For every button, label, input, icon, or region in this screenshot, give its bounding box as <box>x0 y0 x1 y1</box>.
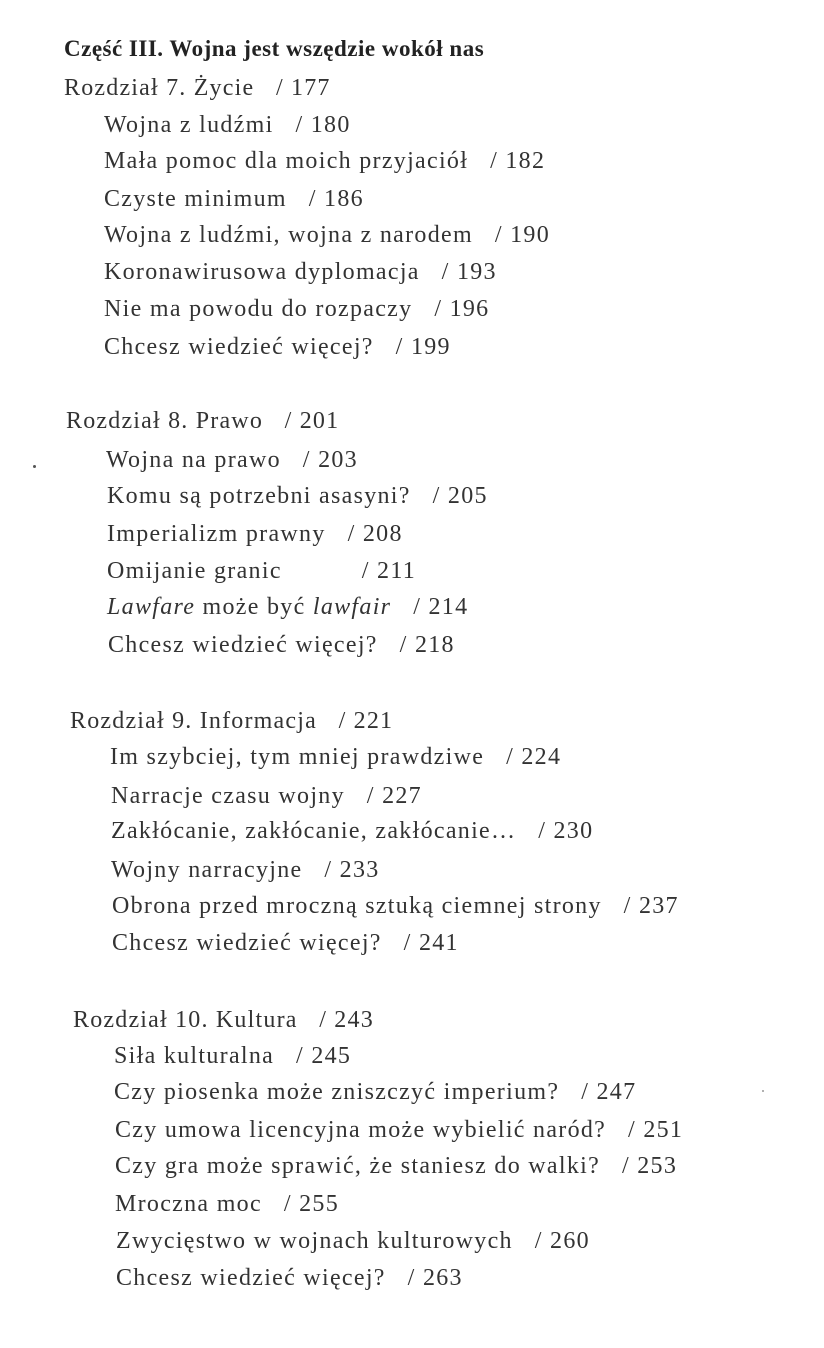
entry-title: Komu są potrzebni asasyni? <box>107 483 411 509</box>
entry-page: / 237 <box>623 893 679 919</box>
entry-page: / 203 <box>302 447 358 473</box>
entry-title: Im szybciej, tym mniej prawdziwe <box>110 744 485 770</box>
chapter-page: / 177 <box>275 75 331 101</box>
toc-entry <box>107 521 403 548</box>
toc-entry <box>104 222 550 249</box>
entry-title: Chcesz wiedzieć więcej? <box>112 930 382 956</box>
entry-title: Czyste minimum <box>104 186 287 212</box>
entry-title: Narracje czasu wojny <box>111 783 345 809</box>
entry-page: / 214 <box>413 594 469 620</box>
entry-title: Wojna z ludźmi <box>104 112 274 138</box>
chapter-title: Rozdział 10. Kultura <box>73 1007 298 1033</box>
scan-speck <box>33 465 36 468</box>
chapter-title: Rozdział 7. Życie <box>64 75 255 101</box>
toc-entry <box>111 857 380 884</box>
toc-entry <box>107 558 416 585</box>
entry-title: Obrona przed mroczną sztuką ciemnej strony <box>112 893 602 919</box>
toc-entry <box>104 296 489 323</box>
entry-title-mid: może być <box>195 594 313 620</box>
toc-entry <box>116 1228 590 1255</box>
toc-entry <box>112 930 459 957</box>
toc-entry <box>108 632 455 659</box>
entry-title: Zwycięstwo w wojnach kulturowych <box>116 1228 513 1254</box>
entry-title: Siła kulturalna <box>114 1043 275 1069</box>
part-title: Część III. Wojna jest wszędzie wokół nas <box>64 36 485 61</box>
toc-entry <box>115 1191 339 1218</box>
toc-entry <box>110 744 561 771</box>
chapter-9-heading <box>70 708 393 735</box>
entry-title: Wojny narracyjne <box>111 857 303 883</box>
entry-page: / 241 <box>403 930 459 956</box>
chapter-8-heading <box>66 408 339 435</box>
chapter-page: / 243 <box>319 1007 374 1033</box>
entry-title: Czy umowa licencyjna może wybielić naród? <box>115 1117 607 1143</box>
entry-page: / 227 <box>366 783 422 809</box>
toc-entry <box>104 112 351 139</box>
scan-speck <box>762 1090 764 1092</box>
entry-page: / 190 <box>494 222 551 248</box>
toc-entry <box>104 148 545 175</box>
entry-title: Koronawirusowa dyplomacja <box>104 259 420 285</box>
entry-title: Wojna na prawo <box>106 447 281 473</box>
toc-entry <box>115 1117 683 1144</box>
entry-page: / 247 <box>581 1079 637 1105</box>
entry-page: / 255 <box>283 1191 339 1217</box>
entry-title: Mroczna moc <box>115 1191 262 1217</box>
toc-entry <box>111 783 422 810</box>
toc-entry <box>115 1153 677 1180</box>
entry-title-italic-lawfair: lawfair <box>312 594 392 620</box>
entry-page: / 253 <box>621 1153 678 1179</box>
entry-title: Zakłócanie, zakłócanie, zakłócanie… <box>111 818 517 844</box>
entry-title: Omijanie granic <box>107 558 282 584</box>
entry-title: Chcesz wiedzieć więcej? <box>116 1265 386 1291</box>
toc-entry <box>112 893 679 920</box>
entry-page: / 199 <box>395 334 451 360</box>
toc-entry <box>116 1265 463 1292</box>
toc-entry <box>106 447 358 474</box>
entry-title: Chcesz wiedzieć więcej? <box>108 632 378 658</box>
entry-page: / 186 <box>308 186 364 212</box>
toc-entry <box>114 1043 351 1070</box>
chapter-10-heading <box>73 1007 374 1034</box>
entry-title: Wojna z ludźmi, wojna z narodem <box>104 222 473 248</box>
entry-page: / 263 <box>407 1265 463 1291</box>
entry-title: Mała pomoc dla moich przyjaciół <box>104 148 469 174</box>
entry-page: / 205 <box>432 483 488 509</box>
entry-page: / 245 <box>296 1043 352 1069</box>
chapter-title: Rozdział 9. Informacja <box>70 708 317 734</box>
entry-page: / 182 <box>490 148 546 174</box>
chapter-title: Rozdział 8. Prawo <box>66 408 264 434</box>
toc-entry <box>111 818 593 845</box>
entry-page: / 230 <box>538 818 594 844</box>
chapter-7-heading <box>64 75 331 102</box>
toc-entry <box>104 186 364 213</box>
entry-title: Czy piosenka może zniszczyć imperium? <box>114 1079 560 1105</box>
entry-title: Chcesz wiedzieć więcej? <box>104 334 374 360</box>
entry-page: / 251 <box>628 1117 684 1143</box>
entry-title: Imperializm prawny <box>107 521 326 547</box>
entry-page: / 193 <box>441 259 497 285</box>
entry-title: Czy gra może sprawić, że staniesz do walki? <box>115 1153 601 1179</box>
entry-page: / 218 <box>399 632 455 658</box>
toc-entry <box>107 483 488 510</box>
chapter-page: / 221 <box>338 708 394 734</box>
toc-entry <box>104 259 497 286</box>
entry-title-italic-lawfare: Lawfare <box>107 594 196 620</box>
toc-entry <box>104 334 451 361</box>
entry-page: / 180 <box>295 112 351 138</box>
toc-entry <box>114 1079 636 1106</box>
entry-page: / 260 <box>534 1228 590 1254</box>
chapter-page: / 201 <box>284 408 340 434</box>
entry-page: / 208 <box>347 521 403 547</box>
entry-page: / 224 <box>506 744 562 770</box>
toc-entry <box>107 594 468 621</box>
entry-page: / 211 <box>361 558 417 584</box>
entry-page: / 196 <box>434 296 490 322</box>
entry-page: / 233 <box>324 857 380 883</box>
entry-title: Nie ma powodu do rozpaczy <box>104 296 413 322</box>
